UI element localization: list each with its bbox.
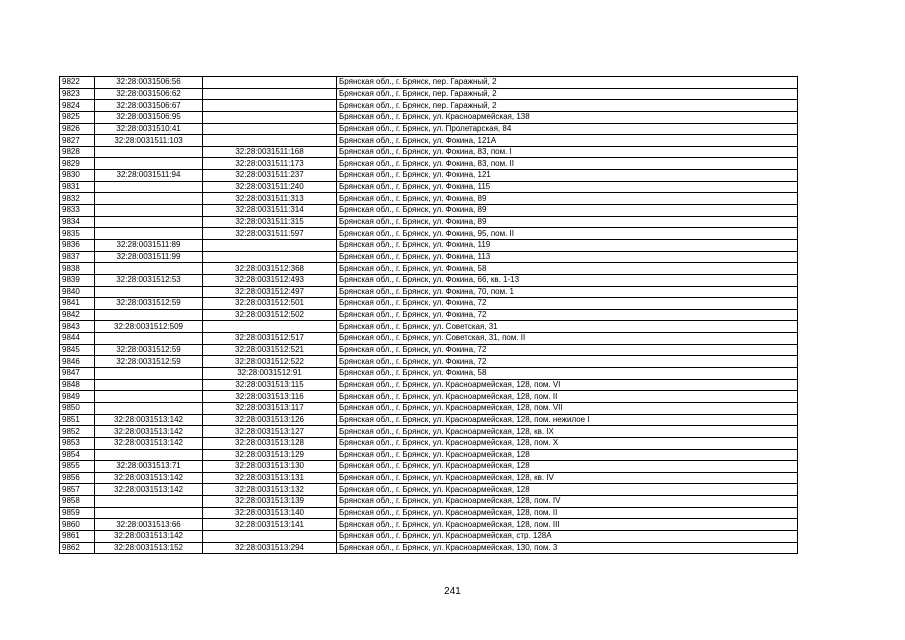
table-row xyxy=(60,309,798,321)
parcel-number-cell: 32:28:0031506:62 xyxy=(95,88,203,100)
address-cell: Брянская обл., г. Брянск, ул. Красноармейская, 138 xyxy=(337,111,798,123)
parcel-number-cell: 32:28:0031512:59 xyxy=(95,298,203,310)
parcel-number-cell xyxy=(95,263,203,275)
parcel-number-cell: 32:28:0031511:99 xyxy=(95,251,203,263)
table-row xyxy=(60,333,798,345)
parcel-number-cell: 32:28:0031513:66 xyxy=(95,519,203,531)
parcel-number-cell: 32:28:0031513:152 xyxy=(95,542,203,554)
row-number-cell: 9822 xyxy=(60,77,95,89)
table-row xyxy=(60,507,798,519)
table-row xyxy=(60,414,798,426)
table-row xyxy=(60,461,798,473)
row-number-cell: 9852 xyxy=(60,426,95,438)
object-number-cell: 32:28:0031513:128 xyxy=(203,437,337,449)
table-row xyxy=(60,391,798,403)
parcel-number-cell xyxy=(95,146,203,158)
address-cell: Брянская обл., г. Брянск, ул. Красноармейская, 128, пом. VI xyxy=(337,379,798,391)
object-number-cell: 32:28:0031512:91 xyxy=(203,368,337,380)
row-number-cell: 9825 xyxy=(60,111,95,123)
object-number-cell: 32:28:0031513:131 xyxy=(203,472,337,484)
row-number-cell: 9856 xyxy=(60,472,95,484)
address-cell: Брянская обл., г. Брянск, ул. Красноармейская, 128 xyxy=(337,484,798,496)
parcel-number-cell: 32:28:0031511:89 xyxy=(95,239,203,251)
object-number-cell: 32:28:0031513:115 xyxy=(203,379,337,391)
address-cell: Брянская обл., г. Брянск, пер. Гаражный, 2 xyxy=(337,100,798,112)
row-number-cell: 9860 xyxy=(60,519,95,531)
object-number-cell xyxy=(203,111,337,123)
row-number-cell: 9837 xyxy=(60,251,95,263)
parcel-number-cell: 32:28:0031511:103 xyxy=(95,135,203,147)
address-cell: Брянская обл., г. Брянск, ул. Красноармейская, 128, пом. нежилое I xyxy=(337,414,798,426)
object-number-cell: 32:28:0031513:116 xyxy=(203,391,337,403)
address-cell: Брянская обл., г. Брянск, ул. Фокина, 72 xyxy=(337,344,798,356)
address-cell: Брянская обл., г. Брянск, ул. Красноармейская, 128, пом. II xyxy=(337,507,798,519)
page-number: 241 xyxy=(444,586,461,597)
parcel-number-cell xyxy=(95,333,203,345)
table-row xyxy=(60,344,798,356)
address-cell: Брянская обл., г. Брянск, ул. Фокина, 58 xyxy=(337,368,798,380)
object-number-cell: 32:28:0031512:502 xyxy=(203,309,337,321)
address-cell: Брянская обл., г. Брянск, ул. Фокина, 89 xyxy=(337,193,798,205)
table-row xyxy=(60,251,798,263)
address-cell: Брянская обл., г. Брянск, ул. Красноармейская, 128, пом. VII xyxy=(337,402,798,414)
table-row xyxy=(60,519,798,531)
object-number-cell xyxy=(203,135,337,147)
parcel-number-cell xyxy=(95,309,203,321)
parcel-number-cell xyxy=(95,379,203,391)
row-number-cell: 9827 xyxy=(60,135,95,147)
table-row xyxy=(60,216,798,228)
table-row xyxy=(60,228,798,240)
parcel-number-cell xyxy=(95,368,203,380)
registry-table-body xyxy=(60,77,798,554)
parcel-number-cell xyxy=(95,496,203,508)
parcel-number-cell xyxy=(95,205,203,217)
table-row xyxy=(60,88,798,100)
address-cell: Брянская обл., г. Брянск, ул. Красноармейская, стр. 128А xyxy=(337,530,798,542)
address-cell: Брянская обл., г. Брянск, ул. Красноармейская, 128, пом. III xyxy=(337,519,798,531)
row-number-cell: 9853 xyxy=(60,437,95,449)
table-row xyxy=(60,402,798,414)
object-number-cell: 32:28:0031511:168 xyxy=(203,146,337,158)
object-number-cell: 32:28:0031513:130 xyxy=(203,461,337,473)
table-row xyxy=(60,426,798,438)
object-number-cell: 32:28:0031512:501 xyxy=(203,298,337,310)
table-row xyxy=(60,205,798,217)
parcel-number-cell: 32:28:0031512:53 xyxy=(95,274,203,286)
parcel-number-cell: 32:28:0031513:142 xyxy=(95,426,203,438)
address-cell: Брянская обл., г. Брянск, ул. Фокина, 72 xyxy=(337,356,798,368)
table-row xyxy=(60,496,798,508)
address-cell: Брянская обл., г. Брянск, ул. Красноармейская, 128, кв. IX xyxy=(337,426,798,438)
address-cell: Брянская обл., г. Брянск, ул. Фокина, 95, пом. II xyxy=(337,228,798,240)
object-number-cell: 32:28:0031511:315 xyxy=(203,216,337,228)
table-row xyxy=(60,181,798,193)
object-number-cell: 32:28:0031513:127 xyxy=(203,426,337,438)
table-row xyxy=(60,146,798,158)
table-row xyxy=(60,530,798,542)
table-row xyxy=(60,135,798,147)
table-row xyxy=(60,379,798,391)
address-cell: Брянская обл., г. Брянск, ул. Фокина, 58 xyxy=(337,263,798,275)
parcel-number-cell xyxy=(95,449,203,461)
row-number-cell: 9861 xyxy=(60,530,95,542)
object-number-cell: 32:28:0031512:522 xyxy=(203,356,337,368)
address-cell: Брянская обл., г. Брянск, ул. Фокина, 113 xyxy=(337,251,798,263)
address-cell: Брянская обл., г. Брянск, ул. Фокина, 121 xyxy=(337,170,798,182)
object-number-cell: 32:28:0031513:140 xyxy=(203,507,337,519)
object-number-cell: 32:28:0031513:294 xyxy=(203,542,337,554)
row-number-cell: 9834 xyxy=(60,216,95,228)
table-row xyxy=(60,100,798,112)
row-number-cell: 9851 xyxy=(60,414,95,426)
object-number-cell: 32:28:0031512:497 xyxy=(203,286,337,298)
address-cell: Брянская обл., г. Брянск, пер. Гаражный, 2 xyxy=(337,88,798,100)
table-row xyxy=(60,77,798,89)
row-number-cell: 9850 xyxy=(60,402,95,414)
parcel-number-cell xyxy=(95,193,203,205)
row-number-cell: 9846 xyxy=(60,356,95,368)
object-number-cell xyxy=(203,123,337,135)
parcel-number-cell: 32:28:0031512:509 xyxy=(95,321,203,333)
row-number-cell: 9833 xyxy=(60,205,95,217)
row-number-cell: 9862 xyxy=(60,542,95,554)
address-cell: Брянская обл., г. Брянск, ул. Фокина, 72 xyxy=(337,309,798,321)
row-number-cell: 9829 xyxy=(60,158,95,170)
parcel-number-cell xyxy=(95,181,203,193)
row-number-cell: 9859 xyxy=(60,507,95,519)
parcel-number-cell xyxy=(95,158,203,170)
row-number-cell: 9841 xyxy=(60,298,95,310)
row-number-cell: 9838 xyxy=(60,263,95,275)
table-row xyxy=(60,123,798,135)
row-number-cell: 9858 xyxy=(60,496,95,508)
address-cell: Брянская обл., г. Брянск, ул. Красноармейская, 130, пом. 3 xyxy=(337,542,798,554)
address-cell: Брянская обл., г. Брянск, ул. Красноармейская, 128, кв. IV xyxy=(337,472,798,484)
object-number-cell: 32:28:0031512:521 xyxy=(203,344,337,356)
object-number-cell xyxy=(203,100,337,112)
object-number-cell: 32:28:0031512:493 xyxy=(203,274,337,286)
address-cell: Брянская обл., г. Брянск, ул. Пролетарская, 84 xyxy=(337,123,798,135)
address-cell: Брянская обл., г. Брянск, ул. Фокина, 83, пом. II xyxy=(337,158,798,170)
row-number-cell: 9826 xyxy=(60,123,95,135)
object-number-cell: 32:28:0031511:314 xyxy=(203,205,337,217)
row-number-cell: 9847 xyxy=(60,368,95,380)
object-number-cell: 32:28:0031513:126 xyxy=(203,414,337,426)
parcel-number-cell: 32:28:0031511:94 xyxy=(95,170,203,182)
table-row xyxy=(60,368,798,380)
table-row xyxy=(60,298,798,310)
object-number-cell: 32:28:0031513:132 xyxy=(203,484,337,496)
address-cell: Брянская обл., г. Брянск, ул. Красноармейская, 128 xyxy=(337,449,798,461)
address-cell: Брянская обл., г. Брянск, ул. Фокина, 121А xyxy=(337,135,798,147)
address-cell: Брянская обл., г. Брянск, ул. Красноармейская, 128, пом. X xyxy=(337,437,798,449)
parcel-number-cell: 32:28:0031513:71 xyxy=(95,461,203,473)
table-row xyxy=(60,356,798,368)
row-number-cell: 9831 xyxy=(60,181,95,193)
row-number-cell: 9840 xyxy=(60,286,95,298)
parcel-number-cell: 32:28:0031513:142 xyxy=(95,472,203,484)
parcel-number-cell: 32:28:0031513:142 xyxy=(95,530,203,542)
object-number-cell: 32:28:0031513:117 xyxy=(203,402,337,414)
registry-table xyxy=(59,76,798,554)
row-number-cell: 9832 xyxy=(60,193,95,205)
object-number-cell: 32:28:0031511:240 xyxy=(203,181,337,193)
row-number-cell: 9828 xyxy=(60,146,95,158)
object-number-cell: 32:28:0031512:368 xyxy=(203,263,337,275)
address-cell: Брянская обл., г. Брянск, ул. Фокина, 115 xyxy=(337,181,798,193)
parcel-number-cell: 32:28:0031512:59 xyxy=(95,344,203,356)
parcel-number-cell: 32:28:0031512:59 xyxy=(95,356,203,368)
object-number-cell: 32:28:0031513:139 xyxy=(203,496,337,508)
object-number-cell xyxy=(203,530,337,542)
table-row xyxy=(60,484,798,496)
address-cell: Брянская обл., г. Брянск, ул. Красноармейская, 128, пом. II xyxy=(337,391,798,403)
parcel-number-cell xyxy=(95,402,203,414)
address-cell: Брянская обл., г. Брянск, ул. Советская, 31 xyxy=(337,321,798,333)
row-number-cell: 9839 xyxy=(60,274,95,286)
object-number-cell xyxy=(203,239,337,251)
row-number-cell: 9830 xyxy=(60,170,95,182)
table-row xyxy=(60,321,798,333)
row-number-cell: 9843 xyxy=(60,321,95,333)
address-cell: Брянская обл., г. Брянск, ул. Фокина, 66, кв. 1-13 xyxy=(337,274,798,286)
parcel-number-cell: 32:28:0031513:142 xyxy=(95,484,203,496)
parcel-number-cell xyxy=(95,216,203,228)
address-cell: Брянская обл., г. Брянск, ул. Фокина, 89 xyxy=(337,216,798,228)
row-number-cell: 9857 xyxy=(60,484,95,496)
address-cell: Брянская обл., г. Брянск, ул. Советская, 31, пом. II xyxy=(337,333,798,345)
row-number-cell: 9824 xyxy=(60,100,95,112)
object-number-cell: 32:28:0031511:597 xyxy=(203,228,337,240)
object-number-cell xyxy=(203,251,337,263)
table-row xyxy=(60,437,798,449)
object-number-cell: 32:28:0031512:517 xyxy=(203,333,337,345)
object-number-cell: 32:28:0031511:173 xyxy=(203,158,337,170)
address-cell: Брянская обл., г. Брянск, ул. Фокина, 72 xyxy=(337,298,798,310)
table-row xyxy=(60,472,798,484)
address-cell: Брянская обл., г. Брянск, ул. Фокина, 119 xyxy=(337,239,798,251)
object-number-cell xyxy=(203,88,337,100)
parcel-number-cell: 32:28:0031513:142 xyxy=(95,437,203,449)
table-row xyxy=(60,542,798,554)
row-number-cell: 9836 xyxy=(60,239,95,251)
parcel-number-cell: 32:28:0031506:95 xyxy=(95,111,203,123)
table-row xyxy=(60,449,798,461)
object-number-cell: 32:28:0031511:313 xyxy=(203,193,337,205)
parcel-number-cell: 32:28:0031506:56 xyxy=(95,77,203,89)
table-row xyxy=(60,239,798,251)
address-cell: Брянская обл., г. Брянск, ул. Фокина, 89 xyxy=(337,205,798,217)
row-number-cell: 9845 xyxy=(60,344,95,356)
address-cell: Брянская обл., г. Брянск, ул. Красноармейская, 128 xyxy=(337,461,798,473)
row-number-cell: 9855 xyxy=(60,461,95,473)
table-row xyxy=(60,193,798,205)
row-number-cell: 9844 xyxy=(60,333,95,345)
row-number-cell: 9835 xyxy=(60,228,95,240)
address-cell: Брянская обл., г. Брянск, пер. Гаражный, 2 xyxy=(337,77,798,89)
parcel-number-cell xyxy=(95,507,203,519)
address-cell: Брянская обл., г. Брянск, ул. Красноармейская, 128, пом. IV xyxy=(337,496,798,508)
table-row xyxy=(60,286,798,298)
row-number-cell: 9823 xyxy=(60,88,95,100)
table-row xyxy=(60,263,798,275)
parcel-number-cell: 32:28:0031506:67 xyxy=(95,100,203,112)
object-number-cell: 32:28:0031513:129 xyxy=(203,449,337,461)
row-number-cell: 9842 xyxy=(60,309,95,321)
object-number-cell xyxy=(203,321,337,333)
row-number-cell: 9848 xyxy=(60,379,95,391)
row-number-cell: 9854 xyxy=(60,449,95,461)
object-number-cell: 32:28:0031513:141 xyxy=(203,519,337,531)
table-row xyxy=(60,111,798,123)
row-number-cell: 9849 xyxy=(60,391,95,403)
parcel-number-cell: 32:28:0031510:41 xyxy=(95,123,203,135)
table-row xyxy=(60,274,798,286)
parcel-number-cell: 32:28:0031513:142 xyxy=(95,414,203,426)
object-number-cell: 32:28:0031511:237 xyxy=(203,170,337,182)
parcel-number-cell xyxy=(95,228,203,240)
table-row xyxy=(60,158,798,170)
parcel-number-cell xyxy=(95,286,203,298)
address-cell: Брянская обл., г. Брянск, ул. Фокина, 83, пом. I xyxy=(337,146,798,158)
object-number-cell xyxy=(203,77,337,89)
address-cell: Брянская обл., г. Брянск, ул. Фокина, 70, пом. 1 xyxy=(337,286,798,298)
parcel-number-cell xyxy=(95,391,203,403)
table-row xyxy=(60,170,798,182)
